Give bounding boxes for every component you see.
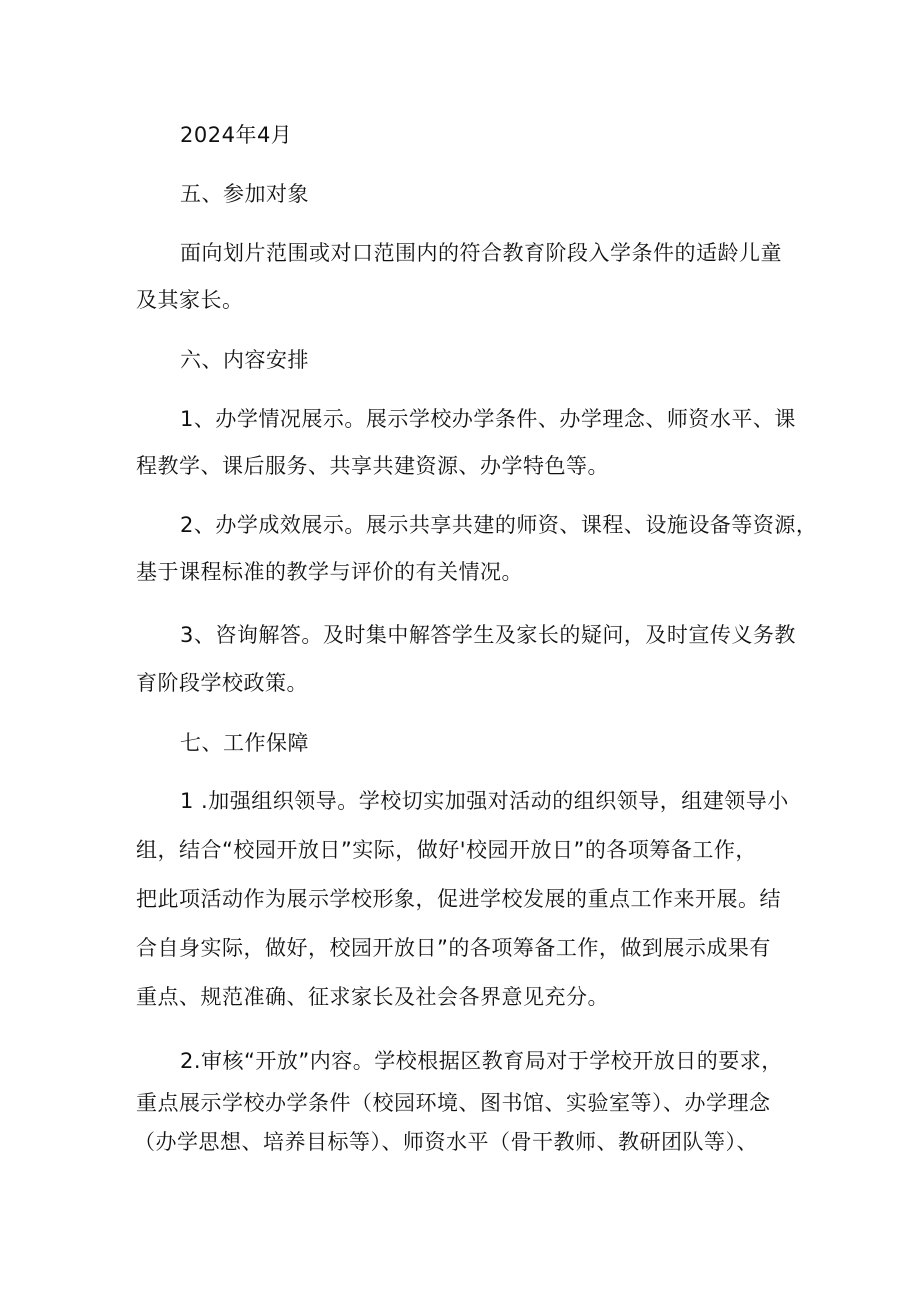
document-date: 2024年4月 [180, 123, 293, 147]
section-7-item-2-line-2: 重点展示学校办学条件（校园环境、图书馆、实验室等）、办学理念 [136, 1091, 771, 1115]
section-6-item-3-line-1: 3、咨询解答。及时集中解答学生及家长的疑问，及时宣传义务教 [180, 623, 796, 647]
section-6-item-1-line-2: 程教学、课后服务、共享共建资源、办学特色等。 [136, 454, 609, 478]
section-7-item-1-line-1: 1 .加强组织领导。学校切实加强对活动的组织领导，组建领导小 [180, 789, 789, 813]
section-7-item-2-line-3: （办学思想、培养目标等）、师资水平（骨干教师、教研团队等）、 [134, 1130, 758, 1154]
section-7-heading: 七、工作保障 [180, 731, 309, 755]
section-5-paragraph-line-1: 面向划片范围或对口范围内的符合教育阶段入学条件的适龄儿童 [180, 241, 782, 265]
section-7-item-1-line-5: 重点、规范准确、征求家长及社会各界意见充分。 [136, 985, 609, 1009]
section-6-heading: 六、内容安排 [180, 348, 309, 372]
section-6-item-2-line-2: 基于课程标准的教学与评价的有关情况。 [136, 560, 523, 584]
section-5-heading: 五、参加对象 [180, 182, 309, 206]
section-7-item-1-line-2: 组，结合“校园开放日”实际，做好'校园开放日”的各项筹备工作， [136, 838, 757, 862]
section-7-item-1-line-3: 把此项活动作为展示学校形象，促进学校发展的重点工作来开展。结 [136, 887, 781, 911]
section-6-item-2-line-1: 2、办学成效展示。展示共享共建的师资、课程、设施设备等资源， [180, 513, 818, 537]
section-6-item-3-line-2: 育阶段学校政策。 [136, 671, 308, 695]
section-5-paragraph-line-2: 及其家长。 [136, 288, 244, 312]
section-7-item-1-line-4: 合自身实际，做好，校园开放日”的各项筹备工作，做到展示成果有 [136, 936, 771, 960]
section-7-item-2-line-1: 2.审核“开放”内容。学校根据区教育局对于学校开放日的要求， [180, 1049, 783, 1073]
section-6-item-1-line-1: 1、办学情况展示。展示学校办学条件、办学理念、师资水平、课 [180, 407, 796, 431]
